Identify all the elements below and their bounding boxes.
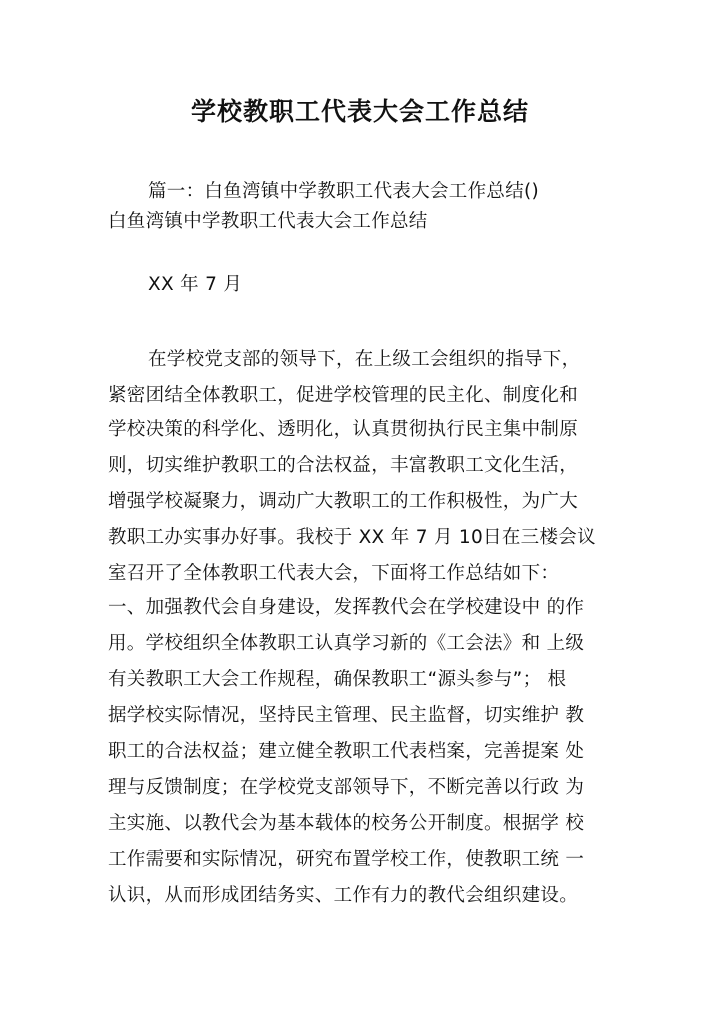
subtitle-line-1: 篇一：白鱼湾镇中学教职工代表大会工作总结() — [148, 181, 540, 202]
body-line-4: 则，切实维护教职工的合法权益，丰富教职工文化生活， — [108, 455, 579, 476]
body-line-8: 一、加强教代会自身建设，发挥教代会在学校建设中 的作 — [108, 597, 585, 618]
body-line-5: 增强学校凝聚力，调动广大教职工的工作积极性，为广大 — [108, 491, 579, 512]
body-line-6: 教职工办实事办好事。我校于 XX 年 7 月 10日在三楼会议 — [108, 527, 596, 548]
body-line-3: 学校决策的科学化、透明化，认真贯彻执行民主集中制原 — [108, 419, 579, 440]
body-line-14: 主实施、以教代会为基本载体的校务公开制度。根据学 校 — [108, 813, 585, 834]
body-line-11: 据学校实际情况，坚持民主管理、民主监督，切实维护 教 — [108, 705, 585, 726]
body-line-7: 室召开了全体教职工代表大会，下面将工作总结如下： — [108, 563, 560, 584]
body-line-16: 认识，从而形成团结务实、工作有力的教代会组织建设。 — [108, 885, 579, 906]
body-line-2: 紧密团结全体教职工，促进学校管理的民主化、制度化和 — [108, 385, 579, 406]
body-line-12: 职工的合法权益；建立健全教职工代表档案，完善提案 处 — [108, 741, 585, 762]
body-line-10: 有关教职工大会工作规程，确保教职工“源头参与”； 根 — [108, 669, 567, 690]
body-line-15: 工作需要和实际情况，研究布置学校工作，使教职工统 一 — [108, 849, 585, 870]
document-title: 学校教职工代表大会工作总结 — [190, 97, 529, 126]
body-line-1: 在学校党支部的领导下，在上级工会组织的指导下， — [148, 349, 581, 370]
body-line-9: 用。学校组织全体教职工认真学习新的《工会法》和 上级 — [108, 633, 585, 654]
subtitle-line-2: 白鱼湾镇中学教职工代表大会工作总结 — [108, 211, 428, 232]
body-line-13: 理与反馈制度；在学校党支部领导下，不断完善以行政 为 — [108, 777, 585, 798]
document-date: XX 年 7 月 — [148, 274, 243, 295]
